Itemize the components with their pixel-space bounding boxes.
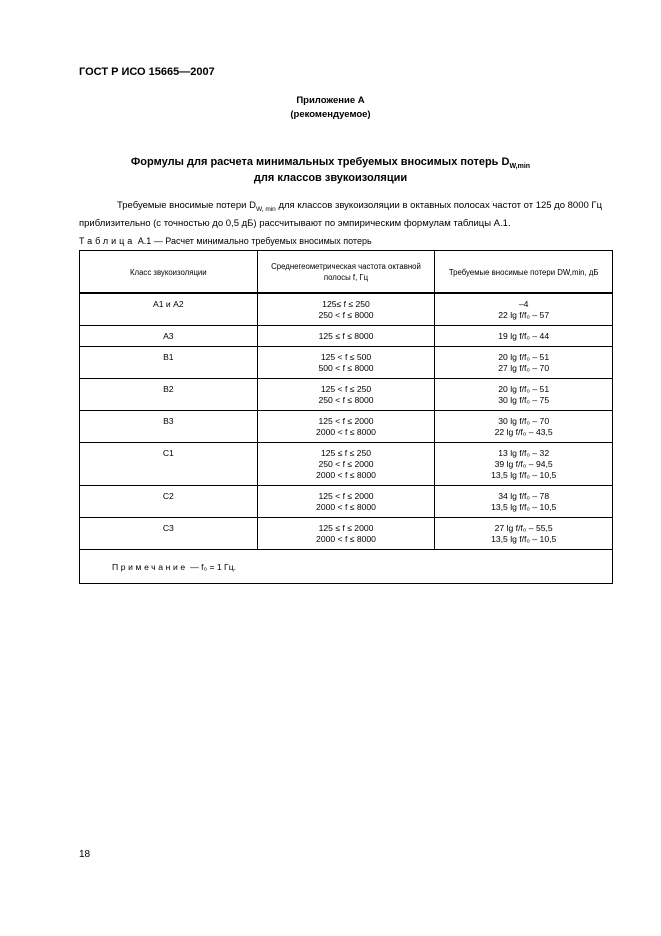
frequency-range: 125 < f ≤ 2000 <box>318 416 374 426</box>
intro-subscript: W, min <box>255 205 276 213</box>
cell-class: А3 <box>80 326 258 347</box>
loss-formula: 30 lg f/f₀ – 70 <box>498 416 550 426</box>
table-row <box>80 347 613 379</box>
table-row <box>80 518 613 550</box>
table-row <box>80 293 613 326</box>
frequency-range: 125 < f ≤ 2000 <box>318 491 374 501</box>
frequency-range: 500 < f ≤ 8000 <box>318 363 374 373</box>
loss-formula: 19 lg f/f₀ – 44 <box>498 331 550 341</box>
cell-frequency <box>257 518 435 550</box>
frequency-range: 125 ≤ f ≤ 2000 <box>318 523 374 533</box>
cell-loss <box>435 411 613 443</box>
loss-formula: 20 lg f/f₀ – 51 <box>498 384 550 394</box>
frequency-range: 250 < f ≤ 2000 <box>318 459 374 469</box>
cell-loss <box>435 326 613 347</box>
annex-title: Приложение А <box>296 95 365 106</box>
cell-frequency <box>257 486 435 518</box>
frequency-range: 125 < f ≤ 250 <box>320 384 372 394</box>
note-text: — f₀ = 1 Гц. <box>187 562 236 572</box>
cell-loss <box>435 443 613 486</box>
frequency-range: 125 < f ≤ 500 <box>320 352 372 362</box>
table-row <box>80 486 613 518</box>
table-caption-label: Таблица <box>79 236 136 246</box>
cell-class: С1 <box>80 443 258 486</box>
table-row <box>80 411 613 443</box>
page-number: 18 <box>79 849 91 860</box>
cell-class: А1 и А2 <box>80 293 258 326</box>
loss-formula: –4 <box>518 299 529 309</box>
cell-loss <box>435 486 613 518</box>
cell-loss <box>435 379 613 411</box>
loss-formula: 27 lg f/f₀ – 70 <box>498 363 550 373</box>
loss-formula: 22 lg f/f₀ – 57 <box>498 310 550 320</box>
cell-loss <box>435 293 613 326</box>
frequency-range: 125≤ f ≤ 250 <box>322 299 370 309</box>
table-header-row <box>80 251 613 294</box>
intro-part3: приблизительно (с точностью до 0,5 дБ) рассчитывают по эмпирическим формулам таблицы А.1. <box>79 217 511 229</box>
cell-frequency <box>257 347 435 379</box>
intro-part2: для классов звукоизоляции в октавных полосах частот от 125 до 8000 Гц <box>275 200 603 211</box>
annex-status: (рекомендуемое) <box>290 109 371 120</box>
intro-paragraph <box>79 199 619 231</box>
cell-class: С3 <box>80 518 258 550</box>
header-loss: Требуемые вносимые потери DW,min, дБ <box>435 251 613 294</box>
loss-formula: 13,5 lg f/f₀ – 10,5 <box>491 534 557 544</box>
cell-loss <box>435 347 613 379</box>
frequency-range: 2000 < f ≤ 8000 <box>316 502 376 512</box>
loss-formula: 34 lg f/f₀ – 78 <box>498 491 550 501</box>
cell-frequency <box>257 326 435 347</box>
frequency-range: 125 ≤ f ≤ 250 <box>320 448 372 458</box>
cell-frequency <box>257 411 435 443</box>
section-title-text: Формулы для расчета минимальных требуемых вносимых потерь D <box>130 156 510 168</box>
table-row <box>80 443 613 486</box>
cell-loss <box>435 518 613 550</box>
frequency-range: 125 ≤ f ≤ 8000 <box>318 331 374 341</box>
header-class: Класс звукоизоляции <box>80 251 258 294</box>
loss-formula: 13,5 lg f/f₀ – 10,5 <box>491 502 557 512</box>
loss-formula: 30 lg f/f₀ – 75 <box>498 395 550 405</box>
frequency-range: 2000 < f ≤ 8000 <box>316 470 376 480</box>
loss-table <box>79 250 613 584</box>
loss-formula: 22 lg f/f₀ – 43,5 <box>494 427 553 437</box>
cell-class: В2 <box>80 379 258 411</box>
cell-frequency <box>257 379 435 411</box>
header-frequency: Среднегеометрическая частота октавной полосы f, Гц <box>257 251 435 294</box>
cell-class: В3 <box>80 411 258 443</box>
loss-formula: 39 lg f/f₀ – 94,5 <box>494 459 553 469</box>
frequency-range: 2000 < f ≤ 8000 <box>316 534 376 544</box>
cell-frequency <box>257 443 435 486</box>
section-title-line1 <box>0 156 661 170</box>
cell-frequency <box>257 293 435 326</box>
cell-class: С2 <box>80 486 258 518</box>
cell-class: В1 <box>80 347 258 379</box>
frequency-range: 250 < f ≤ 8000 <box>318 395 374 405</box>
frequency-range: 250 < f ≤ 8000 <box>318 310 374 320</box>
loss-formula: 27 lg f/f₀ – 55,5 <box>494 523 553 533</box>
section-title-line2: для классов звукоизоляции <box>253 172 408 184</box>
document-header: ГОСТ Р ИСО 15665—2007 <box>79 66 215 78</box>
intro-part1: Требуемые вносимые потери D <box>117 200 256 211</box>
table-caption-text: А.1 — Расчет минимально требуемых вносимых потерь <box>135 236 372 246</box>
loss-formula: 13 lg f/f₀ – 32 <box>498 448 550 458</box>
note-row <box>80 550 613 584</box>
table-row <box>80 379 613 411</box>
table-note <box>80 550 613 584</box>
frequency-range: 2000 < f ≤ 8000 <box>316 427 376 437</box>
loss-formula: 13,5 lg f/f₀ – 10,5 <box>491 470 557 480</box>
table-caption <box>79 236 372 246</box>
table-row <box>80 326 613 347</box>
section-title-subscript: W,min <box>509 163 531 171</box>
note-label: Примечание <box>112 562 188 572</box>
loss-formula: 20 lg f/f₀ – 51 <box>498 352 550 362</box>
